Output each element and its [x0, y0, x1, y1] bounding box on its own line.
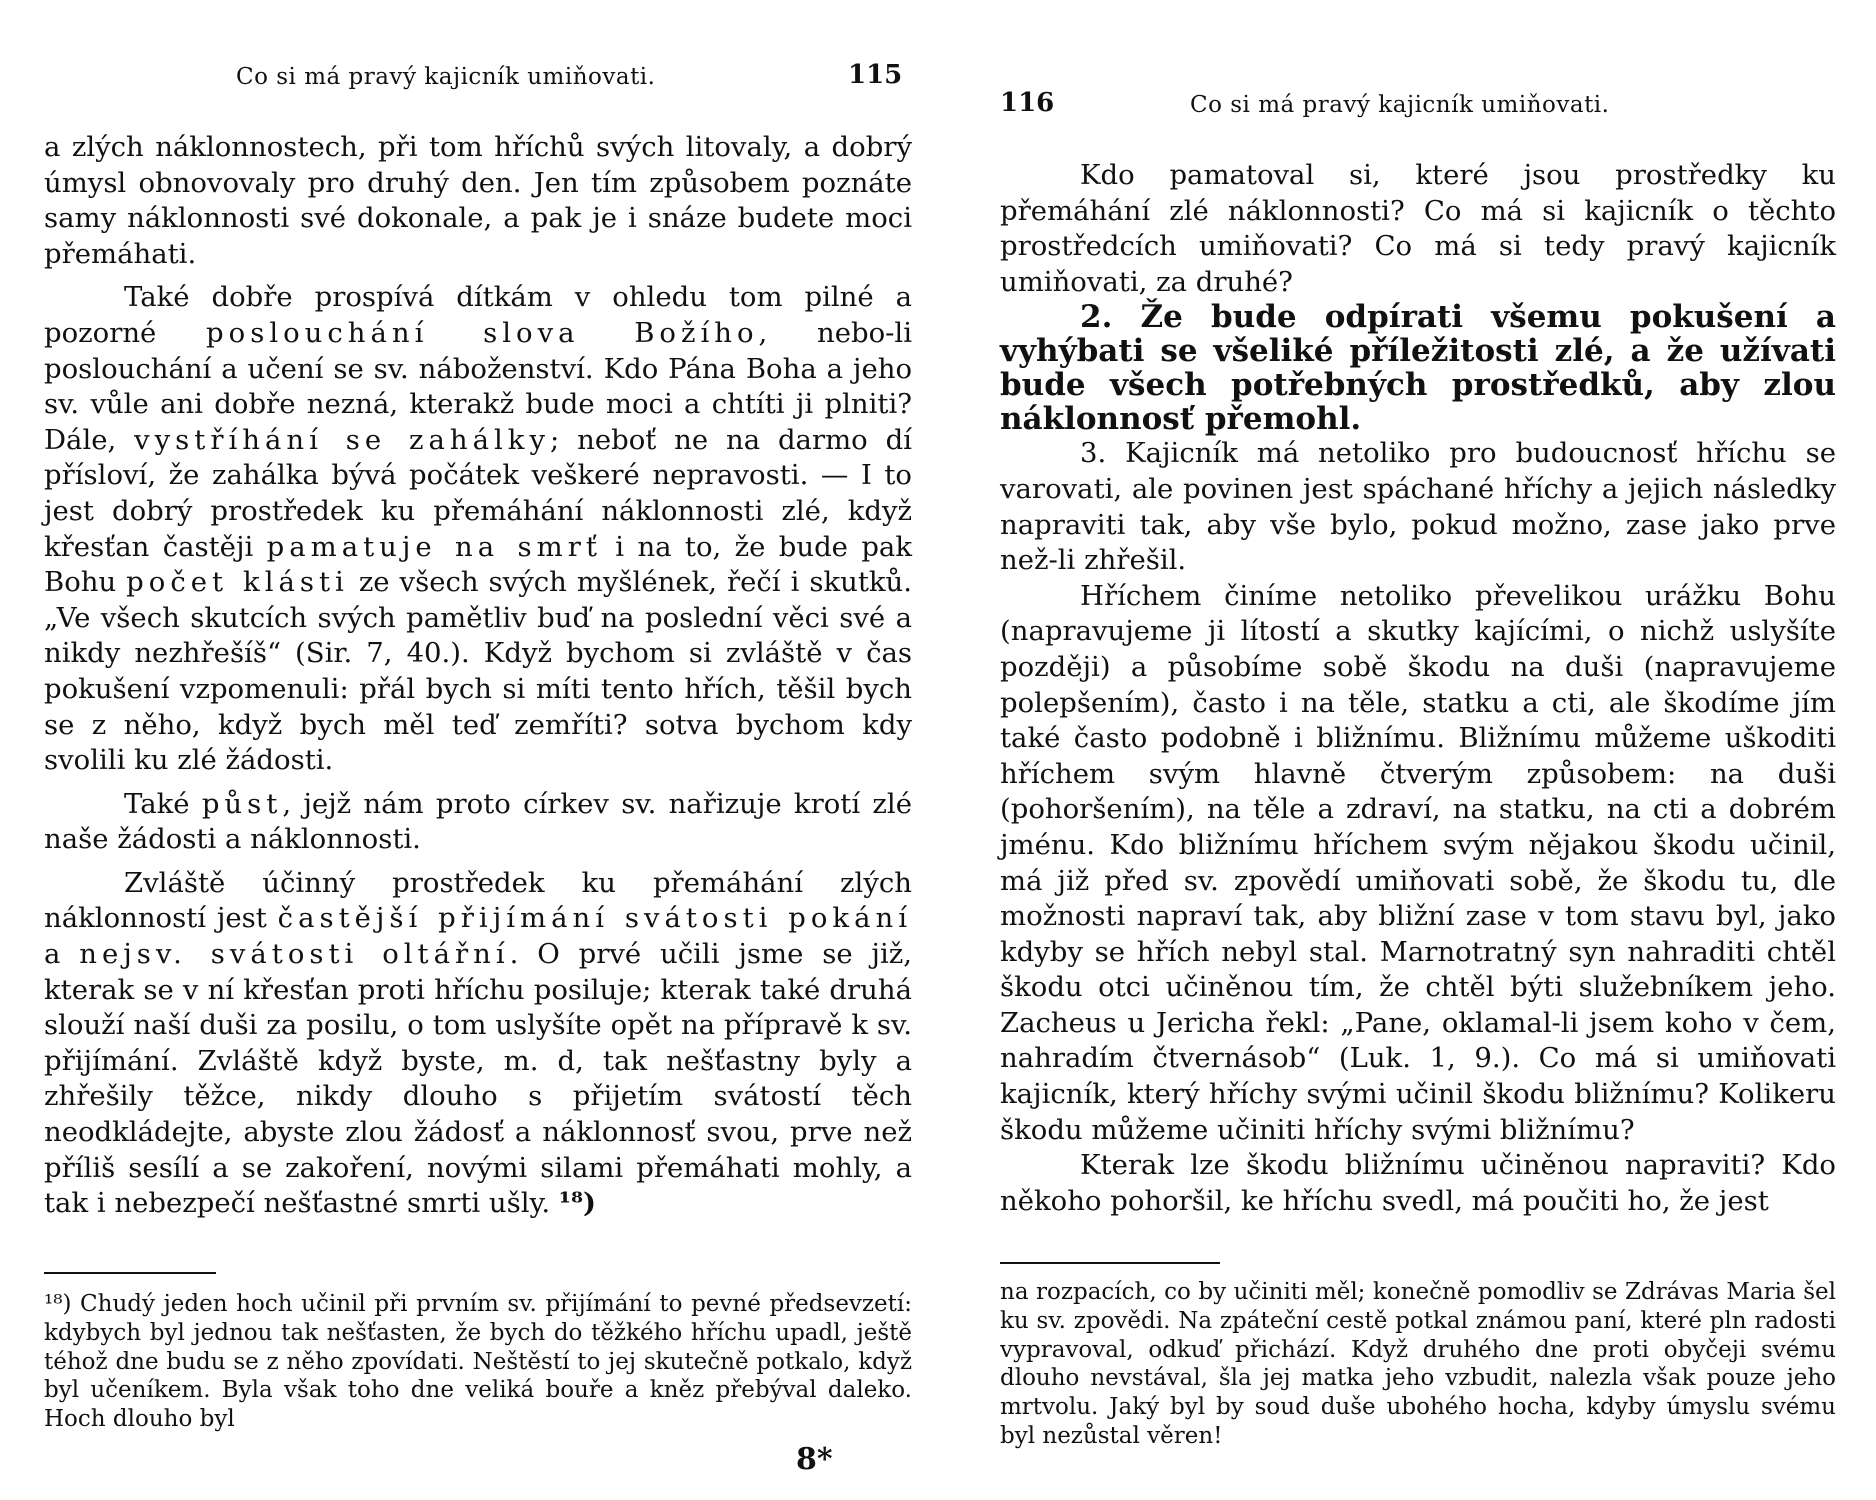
running-head: Co si má pravý kajicník umiňovati.	[236, 64, 656, 90]
page-number: 116	[1000, 88, 1055, 118]
footnote	[44, 1290, 912, 1434]
paragraph: 3. Kajicník má netoliko pro budoucnosť hříchu se varovati, ale povinen jest spáchané hříchy a jejich následky napraviti tak, aby vše bylo, pokud možno, zase jako prve než-li zhřešil.	[1000, 437, 1836, 577]
right-page	[938, 0, 1876, 1500]
signature-mark: 8*	[796, 1442, 833, 1477]
emphasis: vystříhání se zahálky	[134, 423, 550, 456]
running-head: Co si má pravý kajicník umiňovati.	[1190, 92, 1610, 118]
paragraph: a zlých náklonnostech, při tom hříchů svých litovaly, a dobrý úmysl obnovovaly pro druhý den. Jen tím způsobem poznáte samy náklonnosti své dokonale, a pak je i snáze budete moci přemáhati.	[44, 131, 912, 270]
emphasis: nejsv. svátosti oltářní	[79, 938, 510, 971]
section-heading: 2. Že bude odpírati všemu pokušení a vyhýbati se všeliké příležitosti zlé, a že užívati bude všech potřebných prostředků, aby zlou náklonnosť přemohl.	[1000, 299, 1836, 438]
paragraph: Také dobře prospívá dítkám v ohledu tom pilné a pozorné poslouchání slova Božího, nebo-li poslouchání a učení se sv. náboženství. Kdo Pána Boha a jeho sv. vůle ani dobře nezná, kterakž bude moci a chtíti ji plniti? Dále, vystříhání se zahálky; neboť ne na darmo dí přísloví, že zahálka bývá počátek veškeré nepravosti. — I to jest dobrý prostředek ku přemáhání náklonnosti zlé, když křesťan častěji pamatuje na smrť i na to, že bude pak Bohu počet klásti ze všech svých myšlének, řečí i skutků. „Ve všech skutcích svých pamětliv buď na poslední věci své a nikdy nezhřešíš“ (Sir. 7, 40.). Když bychom si zvláště v čas pokušení vzpomenuli: přál bych si míti tento hřích, těšil bych se z něho, když bych měl teď zemříti? sotva bychom kdy svolili ku zlé žádosti.	[44, 281, 913, 777]
left-body-text	[44, 130, 912, 1222]
paragraph: Také půst, jejž nám proto církev sv. nařizuje krotí zlé naše žádosti a náklonnosti.	[44, 787, 912, 856]
review-questions: Kdo pamatoval si, které jsou prostředky ku přemáhání zlé náklonnosti? Co má si kajicník o těchto prostředcích umiňovati? Co má si tedy pravý kajicník umiňovati, za druhé?	[1000, 159, 1836, 298]
emphasis: počet klásti	[126, 566, 349, 599]
footnote-reference[interactable]: ¹⁸)	[558, 1187, 597, 1220]
emphasis: pamatuje na smrť	[266, 530, 602, 563]
footnote	[1000, 1278, 1836, 1451]
right-body-text	[1000, 158, 1836, 1219]
footnote-text: ¹⁸) Chudý jeden hoch učinil při prvním sv. přijímání to pevné předsevzetí: kdybych byl jednou tak nešťasten, že bych do těžkého hříchu upadl, ještě téhož dne budu se z něho zpovídati. Neštěstí to jej skutečně potkalo, když byl učeníkem. Byla však toho dne veliká bouře a kněz přebýval daleko. Hoch dlouho byl	[44, 1291, 912, 1433]
footnote-rule	[44, 1272, 216, 1274]
footnote-rule	[1000, 1262, 1220, 1264]
footnote-text: na rozpacích, co by učiniti měl; konečně pomodliv se Zdrávas Maria šel ku sv. zpovědi. Na zpáteční cestě potkal známou paní, které pln radosti vypravoval, odkuď přichází. Když druhého dne proti obyčeji svému dlouho nevstával, šla jej matka jeho vzbudit, nalezla však pouze jeho mrtvolu. Jaký byl by soud duše ubohého hocha, kdyby úmyslu svému byl nezůstal věren!	[1000, 1279, 1836, 1449]
emphasis: častější přijímání svátosti pokání	[277, 902, 912, 935]
paragraph: Kterak lze škodu bližnímu učiněnou napraviti? Kdo někoho pohoršil, ke hříchu svedl, má poučiti ho, že jest	[1000, 1149, 1836, 1217]
page-number: 115	[848, 60, 903, 90]
paragraph: Zvláště účinný prostředek ku přemáhání zlých náklonností jest častější přijímání svátosti pokání a nejsv. svátosti oltářní. O prvé učili jsme se již, kterak se v ní křesťan proti hříchu posiluje; kterak také druhá slouží naší duši za posilu, o tom uslyšíte opět na přípravě k sv. přijímání. Zvláště když byste, m. d, tak nešťastny byly a zhřešily těžce, nikdy dlouho s přijetím svátostí těch neodkládejte, abyste zlou žádosť a náklonnosť svou, prve než příliš sesílí a se zakoření, novými silami přemáhati mohly, a tak i nebezpečí nešťastné smrti ušly. ¹⁸)	[44, 866, 912, 1220]
emphasis: poslouchání slova Božího	[206, 316, 759, 349]
paragraph: Hříchem činíme netoliko převelikou urážku Bohu (napravujeme ji lítostí a skutky kajícími, o nichž uslyšíte později) a působíme sobě škodu na duši (napravujeme polepšením), často i na těle, statku a cti, ale škodíme jím také často podobně i bližnímu. Bližnímu můžeme uškoditi hříchem svým hlavně čtverým způsobem: na duši (pohoršením), na těle a zdraví, na statku, na cti a dobrém jménu. Kdo bližnímu hříchem svým nějakou škodu učinil, má již před sv. zpovědí umiňovati sobě, že škodu tu, dle možnosti napraví tak, aby bližní zase v tom stavu byl, jako kdyby se hřích nebyl stal. Marnotratný syn nahraditi chtěl škodu otci učiněnou tím, že chtěl býti služebníkem jeho. Zacheus u Jericha řekl: „Pane, oklamal-li jsem koho v čem, nahradím čtvernásob“ (Luk. 1, 9.). Co má si umiňovati kajicník, který hříchy svými učinil škodu bližnímu? Kolikeru škodu můžeme učiniti hříchy svými bližnímu?	[1000, 579, 1836, 1146]
emphasis: půst	[201, 787, 283, 820]
